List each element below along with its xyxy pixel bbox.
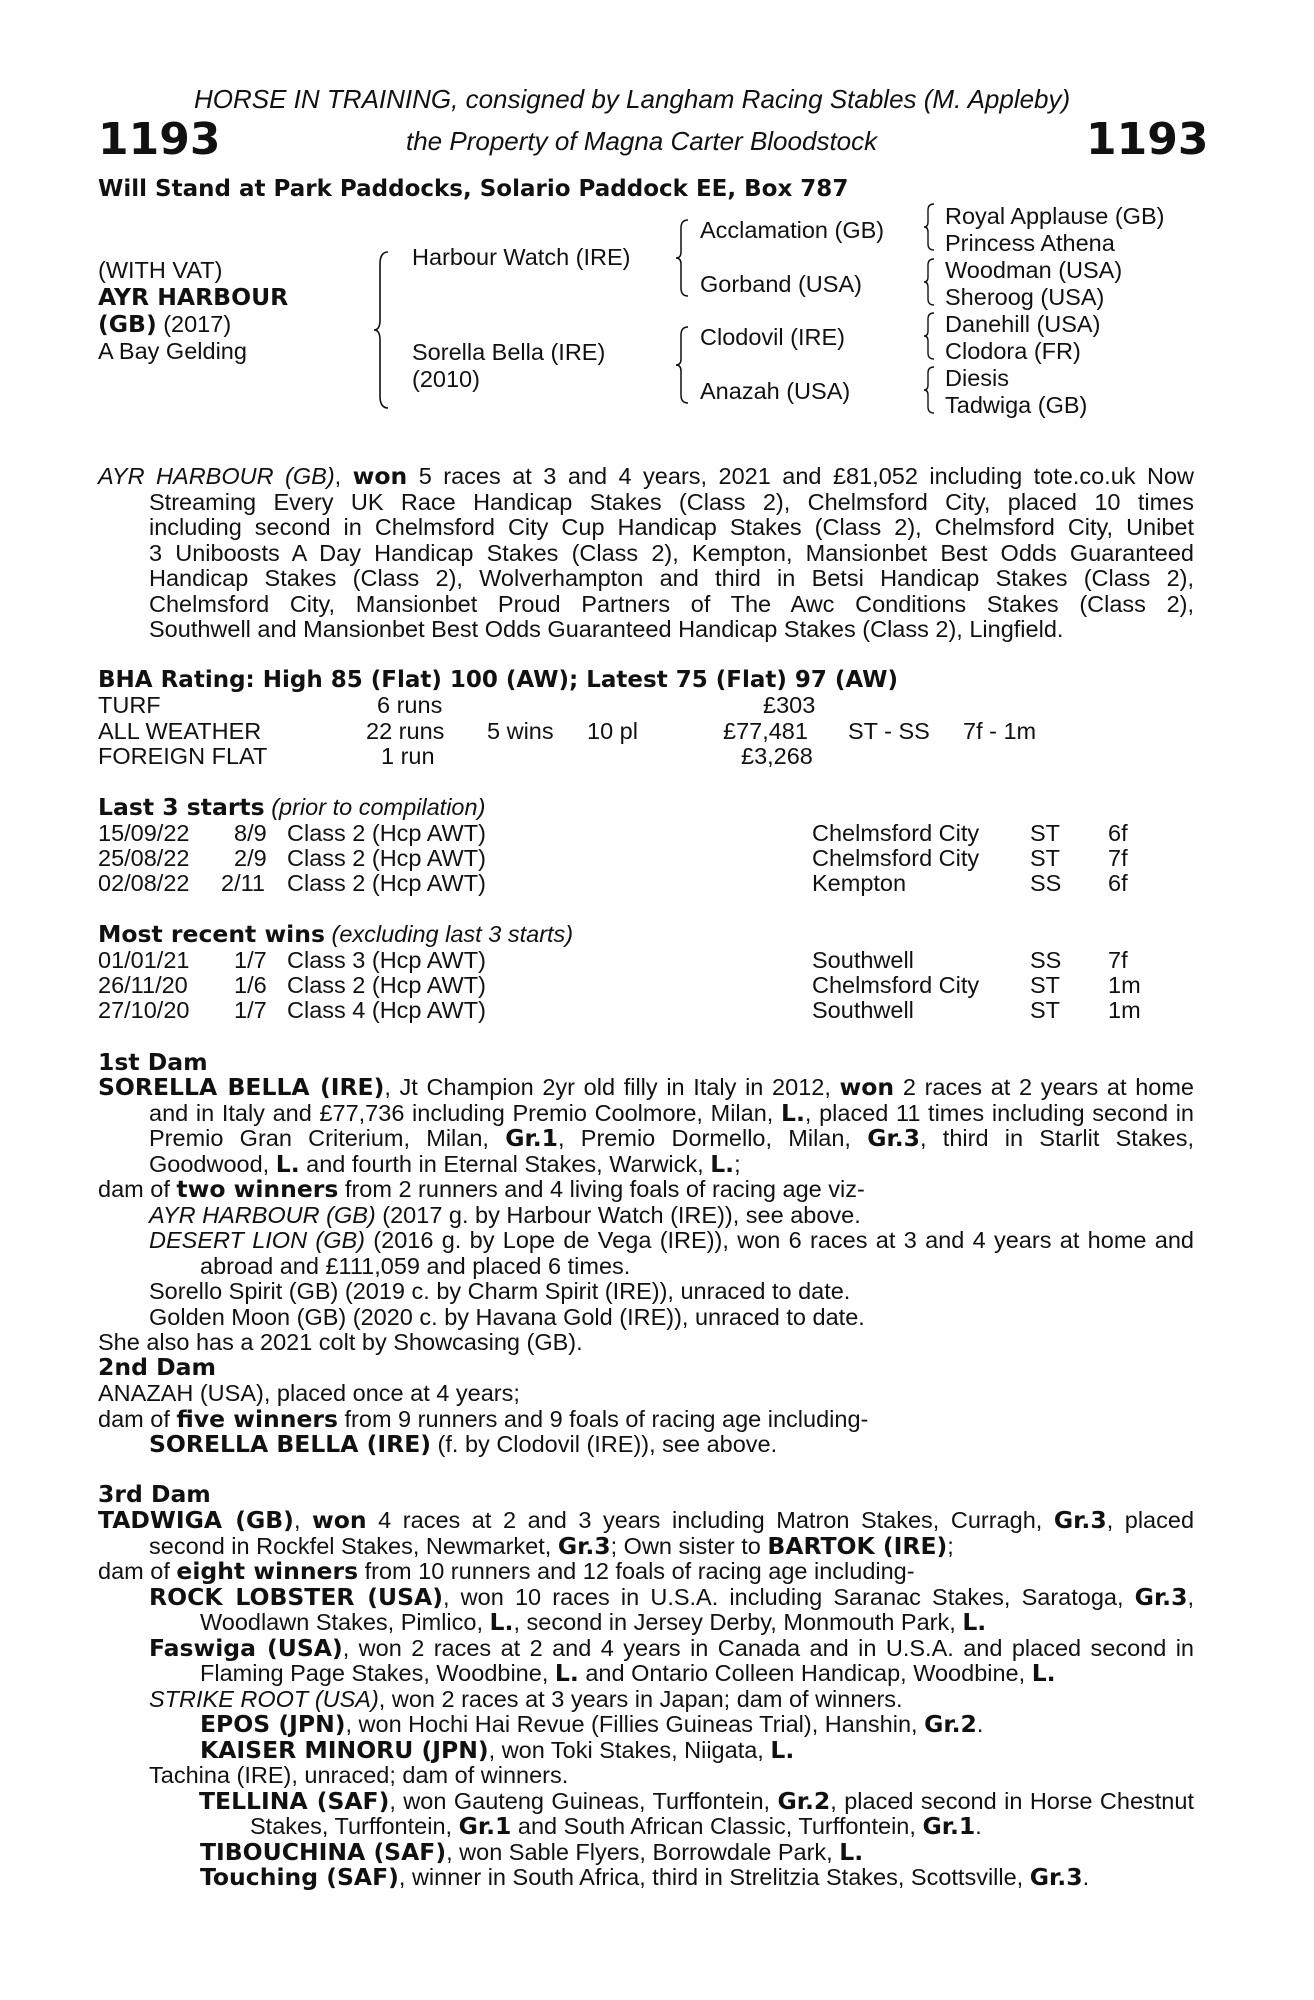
rating-heading: BHA Rating: High 85 (Flat) 100 (AW); Latest 75 (Flat) 97 (AW): [98, 667, 899, 693]
last3-row: [98, 821, 1198, 847]
last3-title: Last 3 starts: [98, 793, 265, 821]
row-distance: 6f: [1108, 870, 1128, 896]
dam1-para-5: Sorello Spirit (GB) (2019 c. by Charm Spirit (IRE)), unraced to date.: [149, 1278, 851, 1304]
row-distance: 1m: [1108, 997, 1141, 1023]
row-distance: 7f: [1108, 947, 1128, 973]
row-surface: ST: [1030, 820, 1061, 846]
rating-earnings: £77,481: [723, 718, 808, 744]
summary-won: won: [352, 462, 408, 490]
last3-heading: [98, 795, 485, 821]
summary-line-1: 5 races at 3 and 4 years, 2021 and £81,052 including tote.co.uk Now: [418, 463, 1195, 489]
row-surface: ST: [1030, 845, 1061, 871]
dam-sire: Clodovil (IRE): [700, 324, 845, 350]
sire-sire-dam: Princess Athena: [945, 230, 1115, 256]
rating-earnings: £303: [763, 692, 816, 718]
row-position: 1/7: [234, 997, 267, 1023]
row-race: Class 2 (Hcp AWT): [287, 870, 486, 896]
recent-wins-note: (excluding last 3 starts): [331, 921, 574, 947]
row-distance: 6f: [1108, 820, 1128, 846]
dam1-para-1: SORELLA BELLA (IRE), Jt Champion 2yr old filly in Italy in 2012, won 2 races at 2 years at home and in Italy and £77,736 including Premio Coolmore, Milan, L., placed 11 times including second in Premio Gran Criterium, Milan, Gr.1, Premio Dormello, Milan, Gr.3, third in Starlit Stakes, Goodwood, L. and fourth in Eternal Stakes, Warwick, L.;: [98, 1073, 1194, 1178]
rating-placed: 10 pl: [587, 718, 638, 744]
rating-distance: 7f - 1m: [963, 718, 1037, 744]
horse-name: AYR HARBOUR: [98, 283, 289, 311]
dam3-para-5: STRIKE ROOT (USA), won 2 races at 3 years in Japan; dam of winners.: [149, 1685, 903, 1712]
dam3-para-6: EPOS (JPN), won Hochi Hai Revue (Fillies Guineas Trial), Hanshin, Gr.2.: [200, 1710, 984, 1738]
dam3-para-11: Touching (SAF), winner in South Africa, third in Strelitzia Stakes, Scottsville, Gr.3.: [200, 1863, 1090, 1891]
row-distance: 1m: [1108, 972, 1141, 998]
summary-line-4: 3 Uniboosts A Day Handicap Stakes (Class 2), Kempton, Mansionbet Best Odds Guaranteed: [149, 539, 1194, 566]
pedigree-brace-dd: [922, 365, 936, 415]
dam3-para-1: TADWIGA (GB), won 4 races at 2 and 3 years including Matron Stakes, Curragh, Gr.3, placed second in Rockfel Stakes, Newmarket, Gr.3; Own sister to BARTOK (IRE);: [98, 1506, 1195, 1560]
last3-note: (prior to compilation): [271, 794, 486, 820]
row-position: 1/7: [234, 947, 267, 973]
row-course: Kempton: [812, 870, 907, 896]
rating-row: [98, 693, 1198, 719]
row-surface: ST: [1030, 972, 1061, 998]
dam3-heading: 3rd Dam: [98, 1480, 211, 1508]
race-summary: AYR HARBOUR (GB), won 5 races at 3 and 4 years, 2021 and £81,052 including tote.co.uk Now Streaming Every UK Race Handicap Stakes (Class 2), Chelmsford City, placed 10 times including second in Chelmsford City Cup Handicap Stakes (Class 2), Chelmsford City, Unibet 3 Uniboosts A Day Handicap Stakes (Class 2), Kempton, Mansionbet Best Odds Guaranteed Handicap Stakes (Class 2), Wolverhampton and third in Betsi Handicap Stakes (Class 2), Chelmsford City, Mansionbet Proud Partners of The Awc Conditions Stakes (Class 2), Southwell and Mansionbet Best Odds Guaranteed Handicap Stakes (Class 2), Lingfield.: [98, 462, 1195, 642]
horse-country: (GB): [98, 310, 157, 338]
row-date: 15/09/22: [98, 820, 190, 846]
row-position: 2/9: [234, 845, 267, 871]
sire-sire: Acclamation (GB): [700, 217, 885, 243]
sire-dam-dam: Sheroog (USA): [945, 284, 1105, 310]
summary-line-2: Streaming Every UK Race Handicap Stakes (Class 2), Chelmsford City, placed 10 times: [149, 488, 1194, 515]
dam3-para-2: dam of eight winners from 10 runners and 12 foals of racing age including-: [98, 1557, 915, 1585]
summary-line-7: Southwell and Mansionbet Best Odds Guaranteed Handicap Stakes (Class 2), Lingfield.: [149, 616, 1064, 642]
dam: Sorella Bella (IRE): [412, 339, 606, 365]
dam1-para-4: DESERT LION (GB) (2016 g. by Lope de Vega (IRE)), won 6 races at 3 and 4 years at home and abroad and £111,059 and placed 6 times.: [149, 1227, 1194, 1279]
dam-dam: Anazah (USA): [700, 378, 851, 404]
dam-dam-sire: Diesis: [945, 365, 1009, 391]
row-surface: SS: [1030, 870, 1062, 896]
pedigree-brace-main: [372, 250, 390, 410]
dam-dam-dam: Tadwiga (GB): [945, 392, 1088, 418]
dam2-heading: 2nd Dam: [98, 1353, 216, 1381]
sire-dam-sire: Woodman (USA): [945, 257, 1123, 283]
recent-wins-heading: [98, 922, 573, 948]
row-position: 1/6: [234, 972, 267, 998]
dam1-para-7: She also has a 2021 colt by Showcasing (GB).: [98, 1329, 583, 1355]
dam-sire-sire: Danehill (USA): [945, 311, 1101, 337]
recent-win-row: [98, 973, 1198, 999]
stand-line: Will Stand at Park Paddocks, Solario Paddock EE, Box 787: [98, 176, 849, 202]
summary-line-5: Handicap Stakes (Class 2), Wolverhampton and third in Betsi Handicap Stakes (Class 2),: [149, 565, 1194, 591]
consignment-line: HORSE IN TRAINING, consigned by Langham Racing Stables (M. Appleby): [194, 84, 1071, 114]
rating-earnings: £3,268: [741, 743, 813, 769]
property-line: the Property of Magna Carter Bloodstock: [406, 126, 878, 156]
row-course: Chelmsford City: [812, 972, 980, 998]
rating-row: [98, 719, 1198, 745]
dam2-para-3: SORELLA BELLA (IRE) (f. by Clodovil (IRE)), see above.: [149, 1430, 778, 1458]
row-surface: ST: [1030, 997, 1061, 1023]
dam1-heading: 1st Dam: [98, 1048, 208, 1076]
row-race: Class 2 (Hcp AWT): [287, 845, 486, 871]
summary-line-3: including second in Chelmsford City Cup Handicap Stakes (Class 2), Chelmsford City, Unibet: [149, 514, 1194, 540]
vat-note: (WITH VAT): [98, 257, 223, 283]
row-race: Class 3 (Hcp AWT): [287, 947, 486, 973]
row-course: Chelmsford City: [812, 820, 980, 846]
pedigree-brace-sd: [922, 257, 936, 307]
dam3-para-7: KAISER MINORU (JPN), won Toki Stakes, Niigata, L.: [200, 1735, 795, 1764]
dam1-para-3: AYR HARBOUR (GB) (2017 g. by Harbour Watch (IRE)), see above.: [149, 1201, 861, 1228]
recent-win-row: [98, 998, 1198, 1024]
last3-row: [98, 846, 1198, 872]
pedigree-brace-sire: [674, 218, 690, 298]
dam3-para-4: Faswiga (USA), won 2 races at 2 and 4 years in Canada and in U.S.A. and placed second in Flaming Page Stakes, Woodbine, L. and Ontario Colleen Handicap, Woodbine, L.: [149, 1633, 1194, 1687]
pedigree-brace-ss: [922, 202, 936, 252]
row-surface: SS: [1030, 947, 1062, 973]
row-race: Class 2 (Hcp AWT): [287, 972, 486, 998]
sire-sire-sire: Royal Applause (GB): [945, 203, 1165, 229]
row-race: Class 2 (Hcp AWT): [287, 820, 486, 846]
row-course: Southwell: [812, 947, 914, 973]
rating-runs: 1 run: [381, 743, 435, 769]
rating-wins: 5 wins: [487, 718, 554, 744]
rating-surface: ALL WEATHER: [98, 718, 262, 744]
horse-year: (2017): [163, 311, 232, 337]
row-date: 25/08/22: [98, 845, 190, 871]
dam-year: (2010): [412, 366, 480, 392]
row-date: 26/11/20: [98, 972, 188, 998]
last3-row: [98, 871, 1198, 897]
dam2-para-2: dam of five winners from 9 runners and 9 foals of racing age including-: [98, 1404, 869, 1433]
summary-horse-name: AYR HARBOUR (GB): [98, 463, 335, 489]
dam2-section: [98, 1381, 1194, 1458]
rating-row: [98, 744, 1198, 770]
row-position: 2/11: [221, 870, 265, 896]
summary-line-6: Chelmsford City, Mansionbet Proud Partners of The Awc Conditions Stakes (Class 2),: [149, 590, 1194, 617]
dam1-section: [98, 1075, 1194, 1356]
dam3-para-3: ROCK LOBSTER (USA), won 10 races in U.S.A. including Saranac Stakes, Saratoga, Gr.3, Woodlawn Stakes, Pimlico, L., second in Jersey Derby, Monmouth Park, L.: [149, 1582, 1194, 1636]
pedigree-brace-dam: [674, 325, 690, 405]
rating-surface: FOREIGN FLAT: [98, 743, 268, 769]
dam3-section: [98, 1508, 1194, 1891]
pedigree-brace-ds: [922, 311, 936, 361]
rating-runs: 6 runs: [377, 692, 443, 718]
row-race: Class 4 (Hcp AWT): [287, 997, 486, 1023]
sire: Harbour Watch (IRE): [412, 244, 631, 270]
dam1-para-6: Golden Moon (GB) (2020 c. by Havana Gold (IRE)), unraced to date.: [149, 1303, 865, 1330]
row-course: Chelmsford City: [812, 845, 980, 871]
row-date: 02/08/22: [98, 870, 190, 896]
rating-going: ST - SS: [848, 718, 930, 744]
row-date: 01/01/21: [98, 947, 190, 973]
horse-description: A Bay Gelding: [98, 338, 247, 364]
sire-dam: Gorband (USA): [700, 271, 862, 297]
lot-number-left: 1193: [98, 114, 221, 165]
horse-country-year: [98, 312, 231, 338]
rating-runs: 22 runs: [366, 718, 445, 744]
row-course: Southwell: [812, 997, 914, 1023]
dam2-para-1: ANAZAH (USA), placed once at 4 years;: [98, 1380, 520, 1406]
rating-surface: TURF: [98, 692, 161, 718]
dam-sire-dam: Clodora (FR): [945, 338, 1081, 364]
dam3-para-8: Tachina (IRE), unraced; dam of winners.: [149, 1762, 569, 1788]
recent-win-row: [98, 948, 1198, 974]
row-date: 27/10/20: [98, 997, 190, 1023]
row-position: 8/9: [234, 820, 267, 846]
dam1-para-2: dam of two winners from 2 runners and 4 living foals of racing age viz-: [98, 1175, 865, 1203]
row-distance: 7f: [1108, 845, 1128, 871]
lot-number-right: 1193: [1086, 114, 1209, 165]
dam3-para-10: TIBOUCHINA (SAF), won Sable Flyers, Borrowdale Park, L.: [200, 1837, 864, 1866]
recent-wins-title: Most recent wins: [98, 920, 325, 948]
dam3-para-9: TELLINA (SAF), won Gauteng Guineas, Turffontein, Gr.2, placed second in Horse Chestnut Stakes, Turffontein, Gr.1 and South African Classic, Turffontein, Gr.1.: [199, 1786, 1194, 1840]
